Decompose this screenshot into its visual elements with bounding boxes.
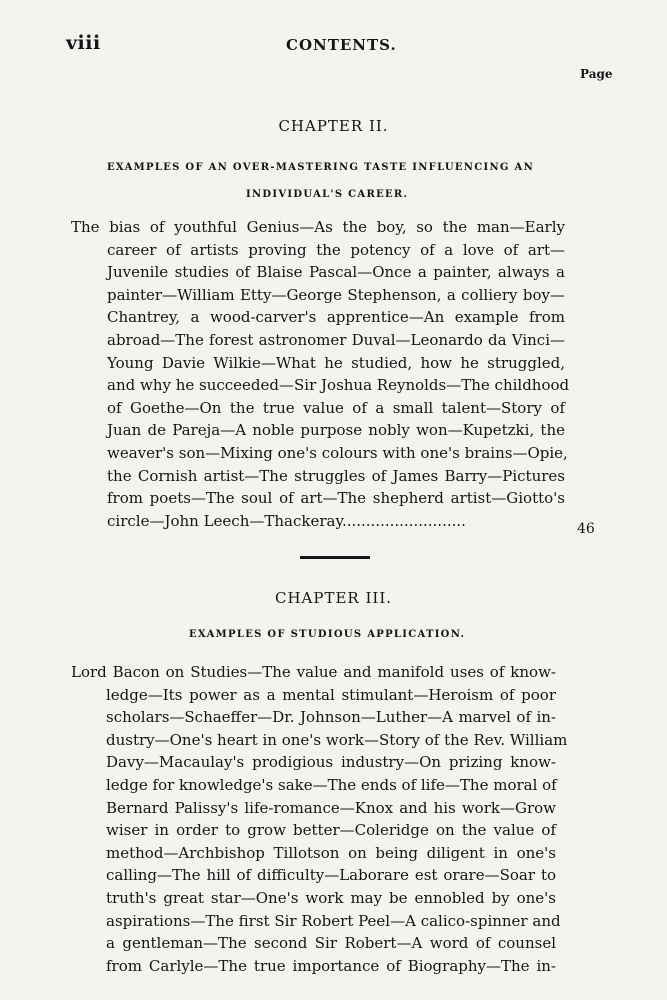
page-number: viii <box>66 32 101 54</box>
chapter-3-heading: CHAPTER III. <box>274 589 393 607</box>
chapter-3-summary <box>71 661 568 977</box>
summary-line: method—Archbishop Tillotson on being diligent in one's <box>106 843 556 862</box>
summary-line: Chantrey, a wood-carver's apprentice—An example from <box>107 308 565 327</box>
summary-line: painter—William Etty—George Stephenson, a colliery boy— <box>107 285 565 304</box>
chapter-2-page-ref: 46 <box>577 521 595 537</box>
chapter-3-subtitle: EXAMPLES OF STUDIOUS APPLICATION. <box>189 629 466 640</box>
chapter-2-summary <box>71 216 570 532</box>
summary-line: Lord Bacon on Studies—The value and manifold uses of know- <box>71 663 556 681</box>
section-divider <box>300 556 370 559</box>
summary-line: calling—The hill of difficulty—Laborare est orare—Soar to <box>106 866 556 885</box>
chapter-2-heading: CHAPTER II. <box>278 117 389 135</box>
page-column-label: Page <box>580 67 613 81</box>
summary-line: the Cornish artist—The struggles of James Barry—Pictures <box>107 466 565 485</box>
summary-line: from poets—The soul of art—The shepherd artist—Giotto's <box>107 489 565 508</box>
summary-line: ledge—Its power as a mental stimulant—Heroism of poor <box>106 685 556 704</box>
summary-line: aspirations—The first Sir Robert Peel—A calico-spinner and <box>106 911 561 930</box>
summary-line: weaver's son—Mixing one's colours with one's brains—Opie, <box>107 443 568 462</box>
summary-line: ledge for knowledge's sake—The ends of life—The moral of <box>106 775 557 794</box>
chapter-2-subtitle-line-1: EXAMPLES OF AN OVER-MASTERING TASTE INFLUENCING AN <box>107 162 535 173</box>
summary-line: wiser in order to grow better—Coleridge on the value of <box>106 821 556 840</box>
summary-line: dustry—One's heart in one's work—Story of the Rev. William <box>106 730 568 749</box>
summary-line: from Carlyle—The true importance of Biography—The in- <box>106 956 556 975</box>
summary-line: of Goethe—On the true value of a small talent—Story of <box>107 398 565 417</box>
summary-line: scholars—Schaeffer—Dr. Johnson—Luther—A marvel of in- <box>106 708 556 727</box>
chapter-2-subtitle-line-2: INDIVIDUAL'S CAREER. <box>246 189 409 200</box>
summary-line: and why he succeeded—Sir Joshua Reynolds—The childhood <box>107 376 570 395</box>
summary-line: truth's great star—One's work may be ennobled by one's <box>106 888 556 907</box>
summary-line: Juvenile studies of Blaise Pascal—Once a painter, always a <box>107 263 565 282</box>
summary-line: Bernard Palissy's life-romance—Knox and his work—Grow <box>106 798 556 817</box>
running-title: CONTENTS. <box>286 36 397 54</box>
summary-line: The bias of youthful Genius—As the boy, so the man—Early <box>71 218 565 236</box>
summary-line: Davy—Macaulay's prodigious industry—On prizing know- <box>106 753 556 772</box>
summary-line: a gentleman—The second Sir Robert—A word of counsel <box>106 934 556 953</box>
summary-line: Juan de Pareja—A noble purpose nobly won—Kupetzki, the <box>107 421 565 440</box>
summary-line: Young Davie Wilkie—What he studied, how he struggled, <box>107 353 565 372</box>
summary-line: circle—John Leech—Thackeray.......................... <box>107 511 466 530</box>
summary-line: career of artists proving the potency of a love of art— <box>107 240 565 259</box>
leader-dots: .......................... <box>341 511 466 530</box>
summary-line: abroad—The forest astronomer Duval—Leonardo da Vinci— <box>107 330 565 349</box>
